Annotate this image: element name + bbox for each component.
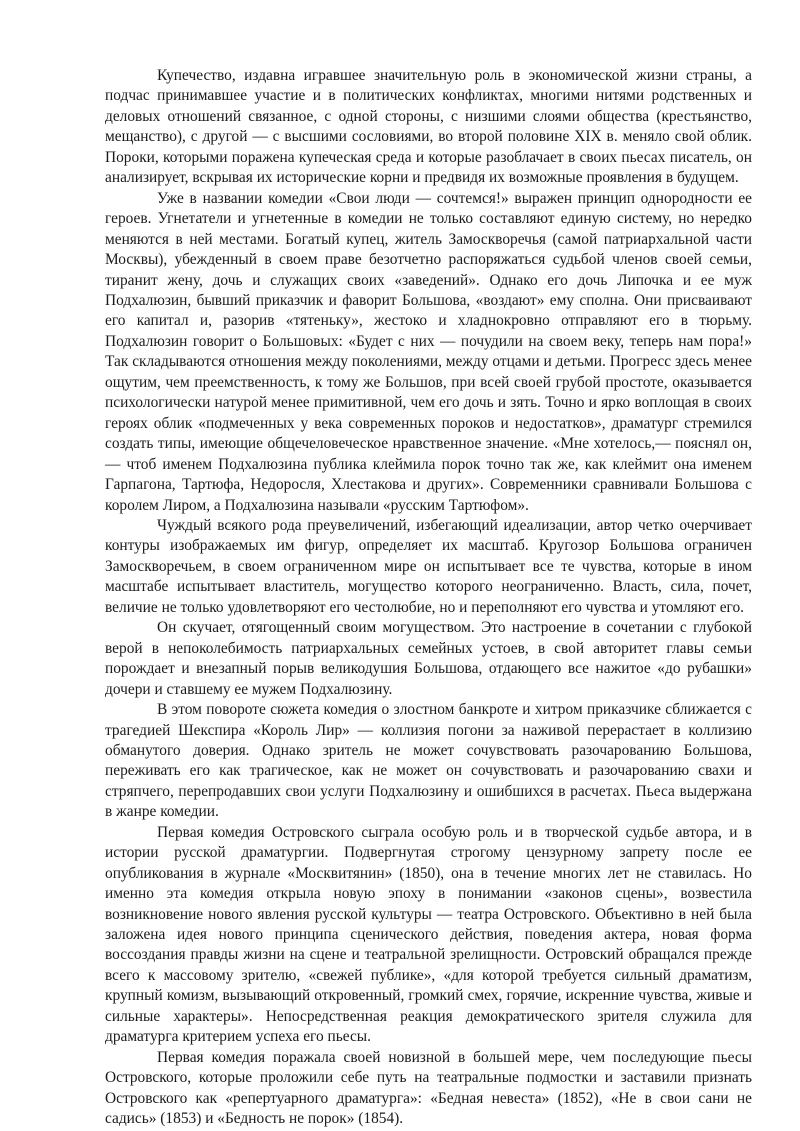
- paragraph-first-comedy: Первая комедия Островского сыграла особую роль и в творческой судьбе автора, и в истории русской драматургии. Подвергнутая строгому цензурному запрету после ее опубликования в журнале «Москвитянин» (1850), она в течение многих лет не ставилась. Но именно эта комедия открыла новую эпоху в понимании «законов сцены», возвестила возникновение нового явления русской культуры — театра Островского. Объективно в ней была заложена идея нового принципа сценического действия, поведения актера, новая форма воссоздания правды жизни на сцене и театральной зрелищности. Островский обращался прежде всего к массовому зрителю, «свежей публике», «для которой требуется сильный драматизм, крупный комизм, вызывающий откровенный, громкий смех, горячие, искренние чувства, живые и сильные характеры». Непосредственная реакция демократического зрителя служила для драматурга критерием успеха его пьесы.: [105, 823, 752, 1046]
- paragraph-king-lear: В этом повороте сюжета комедия о злостном банкроте и хитром приказчике сближается с трагедией Шекспира «Король Лир» — коллизия погони за наживой перерастает в коллизию обманутого доверия. Однако зритель не может сочувствовать разочарованию Большова, переживать его как трагическое, как не может он сочувствовать и разочарованию свахи и стряпчего, перепродавших свои услуги Подхалюзину и ошибшихся в расчетах. Пьеса выдержана в жанре комедии.: [105, 701, 752, 821]
- paragraph-bolshov-horizon: Чуждый всякого рода преувеличений, избегающий идеализации, автор четко очерчивает контуры изображаемых им фигур, определяет их масштаб. Кругозор Большова ограничен Замоскворечьем, в своем ограниченном мире он испытывает все те чувства, которые в ином масштабе испытывает властитель, могущество которого неограниченно. Власть, сила, почет, величие не только удовлетворяют его честолюбие, но и переполняют его чувства и утомляют его.: [105, 516, 752, 616]
- paragraph-boredom: Он скучает, отягощенный своим могуществом. Это настроение в сочетании с глубокой верой в непоколебимость патриархальных семейных устоев, в свой авторитет главы семьи порождает и внезапный порыв великодушия Большова, отдающего все нажитое «до рубашки» дочери и ставшему ее мужем Подхалюзину.: [105, 619, 752, 698]
- document-page: [105, 66, 752, 1130]
- paragraph-comedy-title: Уже в названии комедии «Свои люди — сочтемся!» выражен принцип однородности ее героев. Угнетатели и угнетенные в комедии не только составляют единую систему, но нередко меняются в ней местами. Богатый купец, житель Замоскворечья (самой патриархальной части Москвы), убежденный в своем праве безотчетно распоряжаться судьбой членов своей семьи, тиранит жену, дочь и служащих своих «заведений». Однако его дочь Липочка и ее муж Подхалюзин, бывший приказчик и фаворит Большова, «воздают» ему сполна. Они присваивают его капитал и, разорив «тятеньку», жестоко и хладнокровно отправляют его в тюрьму. Подхалюзин говорит о Большовых: «Будет с них — почудили на своем веку, теперь нам пора!» Так складываются отношения между поколениями, между отцами и детьми. Прогресс здесь менее ощутим, чем преемственность, к тому же Большов, при всей своей грубой простоте, оказывается психологически натурой менее примитивной, чем его дочь и зять. Точно и ярко воплощая в своих героях облик «подмеченных у века современных пороков и недостатков», драматург стремился создать типы, имеющие общечеловеческое нравственное значение. «Мне хотелось,— пояснял он,— чтоб именем Подхалюзина публика клеймила порок точно так же, как клеймит она именем Гарпагона, Тартюфа, Недоросля, Хлестакова и других». Современники сравнивали Большова с королем Лиром, а Подхалюзина называли «русским Тартюфом».: [105, 189, 752, 514]
- paragraph-repertoire: Первая комедия поражала своей новизной в большей мере, чем последующие пьесы Островского, которые проложили себе путь на театральные подмостки и заставили признать Островского как «репертуарного драматурга»: «Бедная невеста» (1852), «Не в свои сани не садись» (1853) и «Бедность не порок» (1854).: [105, 1048, 752, 1128]
- paragraph-merchants: Купечество, издавна игравшее значительную роль в экономической жизни страны, а подчас принимавшее участие и в политических конфликтах, многими нитями родственных и деловых отношений связанное, с одной стороны, с низшими слоями общества (крестьянство, мещанство), с другой — с высшими сословиями, во второй половине XIX в. меняло свой облик. Пороки, которыми поражена купеческая среда и которые разоблачает в своих пьесах писатель, он анализирует, вскрывая их исторические корни и предвидя их возможные проявления в будущем.: [105, 67, 752, 187]
